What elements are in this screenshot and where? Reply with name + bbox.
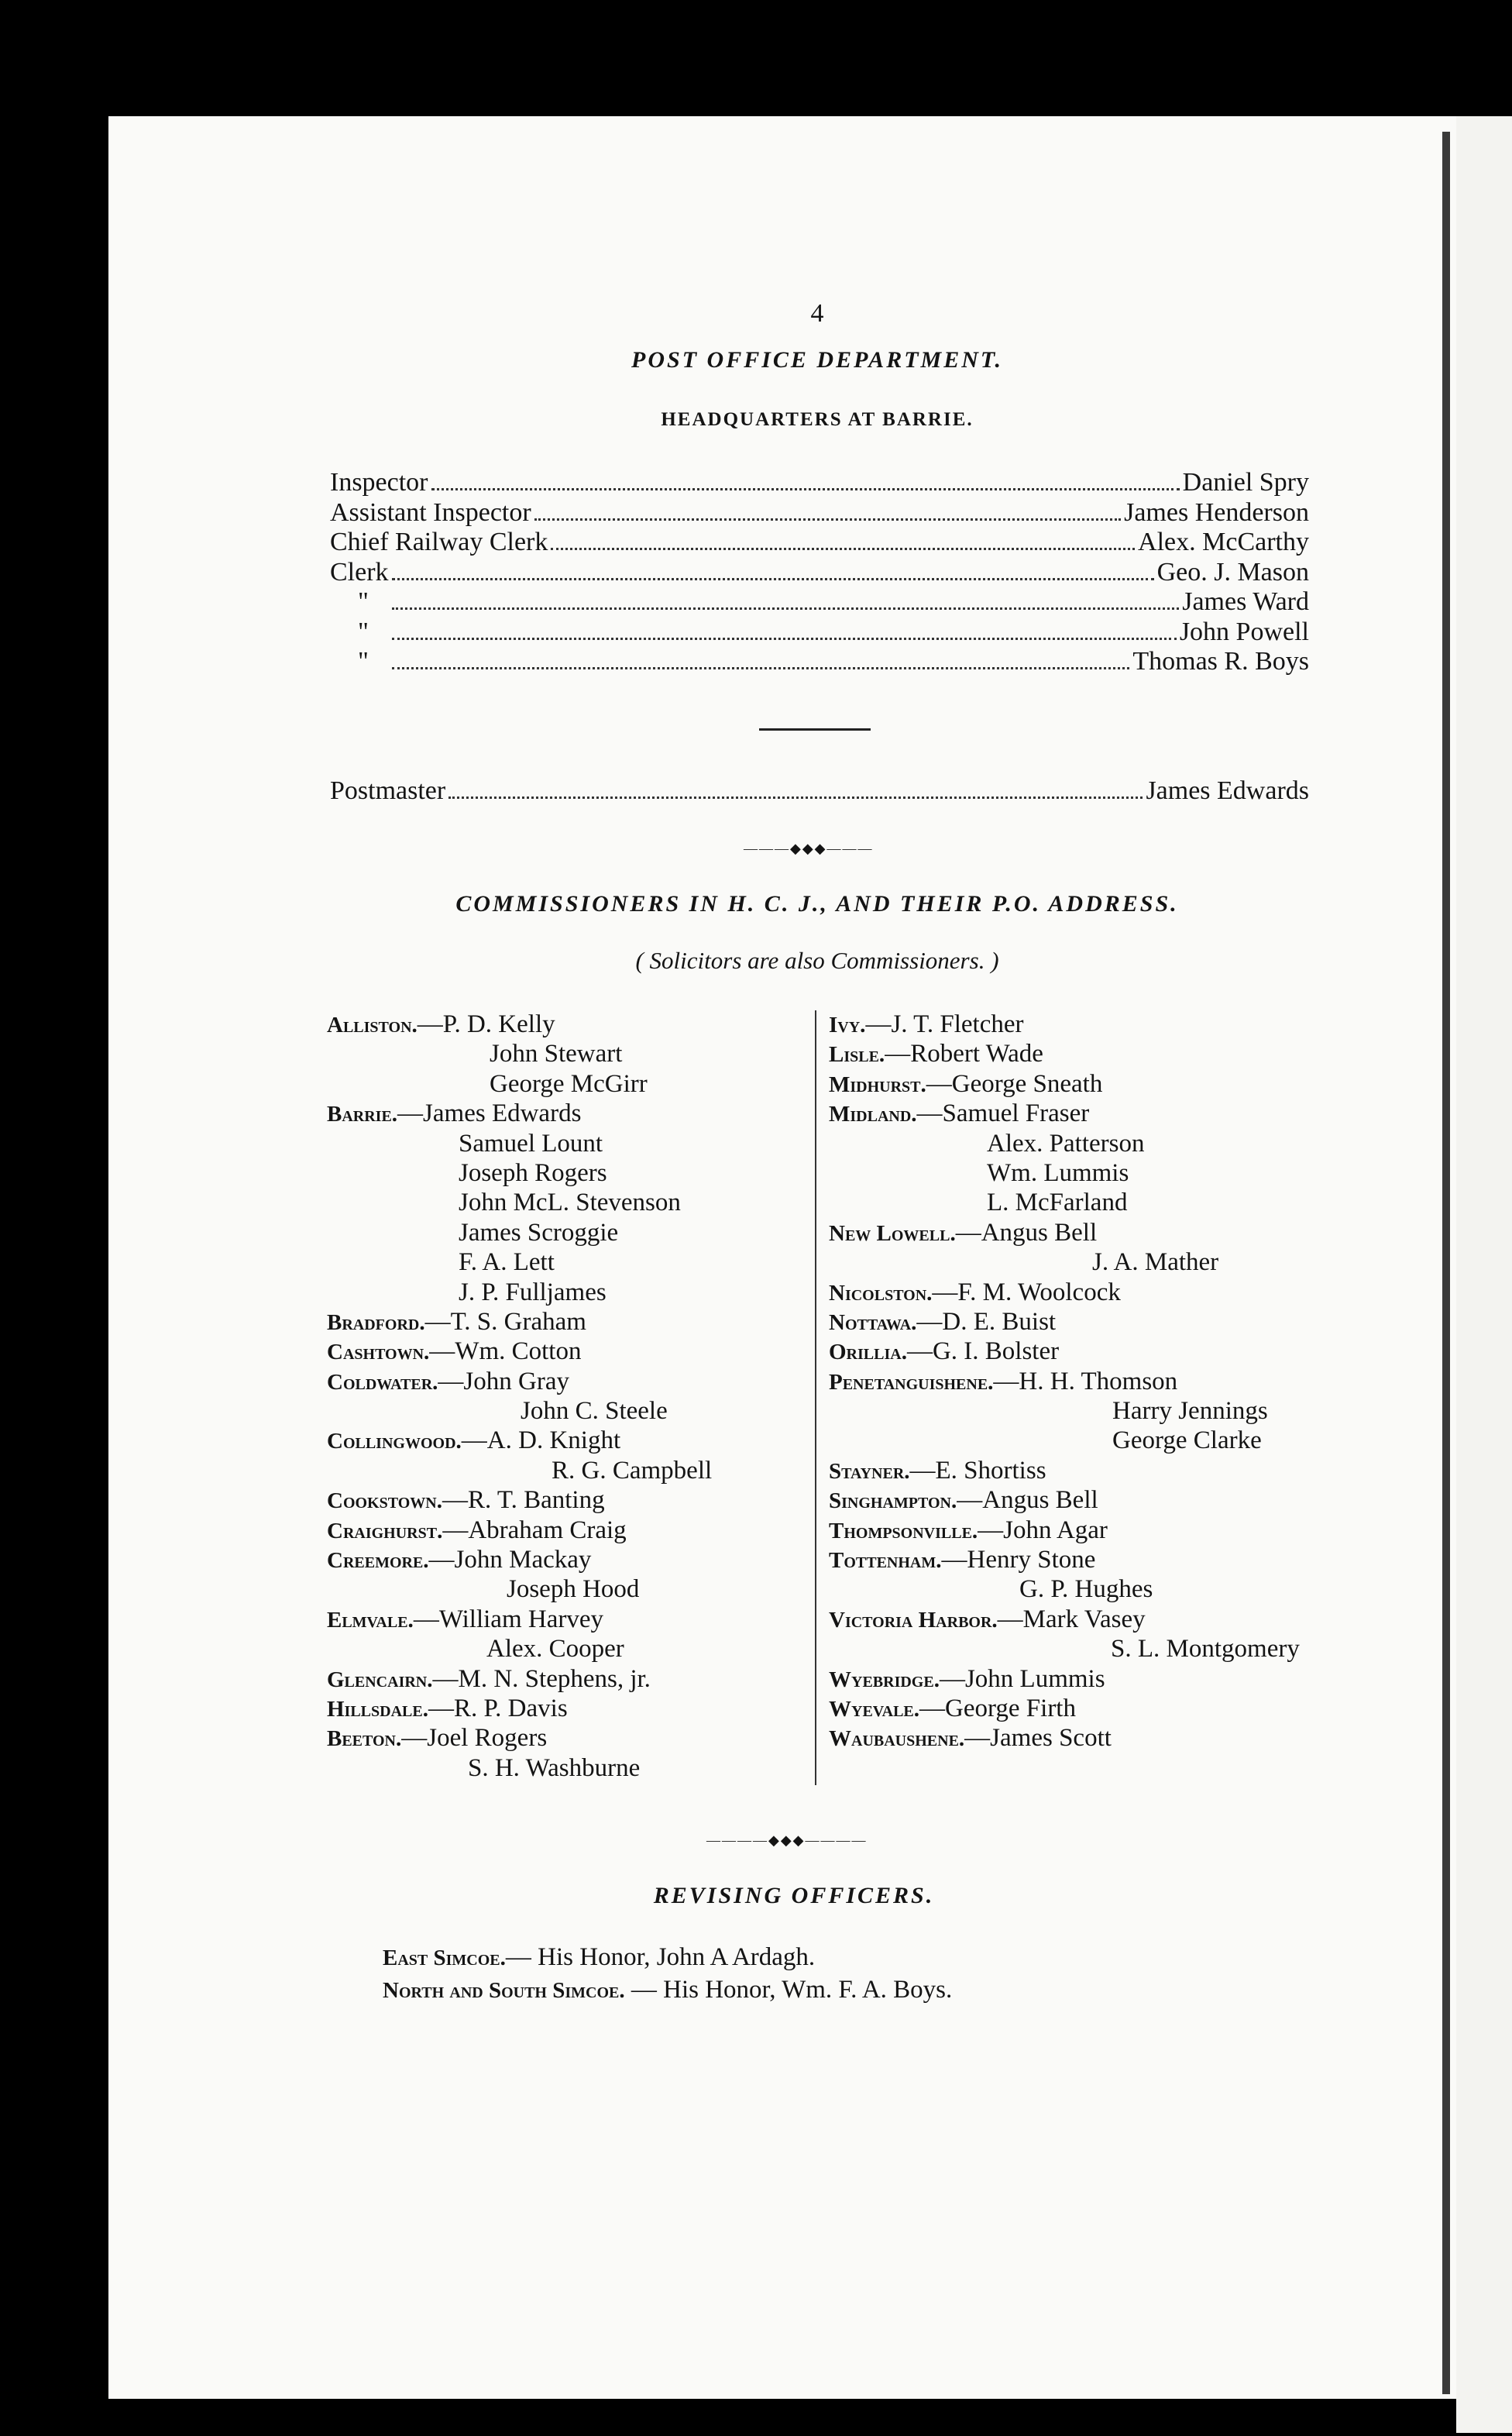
staff-name: Thomas R. Boys: [1132, 647, 1309, 676]
commissioner-name: Samuel Lount: [459, 1129, 603, 1158]
staff-role: ": [358, 617, 369, 646]
commissioner-place: Nicolston.: [829, 1280, 933, 1306]
commissioner-entry: Alliston.—P. D. Kelly: [327, 1010, 555, 1038]
commissioner-name: D. E. Buist: [942, 1307, 1057, 1336]
commissioner-place: Penetanguishene.: [829, 1369, 994, 1395]
commissioners-left-column: [327, 1010, 815, 1784]
staff-role: Inspector: [330, 468, 428, 497]
commissioner-name: Alex. Cooper: [486, 1635, 624, 1664]
commissioner-place: Collingwood.: [327, 1429, 462, 1454]
commissioner-name: Robert Wade: [910, 1040, 1043, 1068]
commissioner-place: Victoria Harbor.: [829, 1607, 998, 1633]
commissioner-name: J. A. Mather: [1092, 1248, 1219, 1277]
commissioner-name: Harry Jennings: [1112, 1397, 1268, 1426]
commissioner-name: R. P. Davis: [453, 1694, 568, 1722]
revising-title: REVISING OFFICERS.: [653, 1883, 935, 1908]
commissioner-entry: Ivy.—J. T. Fletcher: [829, 1010, 1024, 1038]
commissioner-name: J. T. Fletcher: [891, 1010, 1024, 1038]
staff-name: James Ward: [1182, 587, 1309, 616]
revising-entry: North and South Simcoe. — His Honor, Wm. F. A. Boys.: [383, 1976, 953, 2004]
commissioner-name: John McL. Stevenson: [459, 1189, 681, 1217]
commissioner-name: Joseph Rogers: [459, 1158, 607, 1187]
revising-list: [383, 1943, 1390, 2008]
commissioner-entry: Tottenham.—Henry Stone: [829, 1546, 1096, 1574]
postmaster-role: Postmaster: [330, 776, 446, 805]
commissioner-place: Craighurst.: [327, 1518, 443, 1543]
commissioner-place: Glencairn.: [327, 1667, 433, 1692]
commissioner-name: John Stewart: [490, 1040, 623, 1068]
commissioner-name: L. McFarland: [987, 1189, 1128, 1217]
staff-row: [330, 618, 1309, 648]
commissioner-name: Wm. Lummis: [987, 1158, 1129, 1187]
commissioner-place: Creemore.: [327, 1548, 429, 1574]
commissioner-place: Ivy.: [829, 1013, 866, 1037]
commissioner-place: Coldwater.: [327, 1369, 438, 1395]
staff-role: Clerk: [330, 557, 389, 587]
commissioner-name: George McGirr: [490, 1069, 648, 1098]
commissioner-name: George Firth: [945, 1694, 1076, 1722]
commissioner-name: James Edwards: [423, 1099, 582, 1128]
commissioner-entry: Collingwood.—A. D. Knight: [327, 1426, 621, 1455]
commissioner-name: John Agar: [1003, 1516, 1108, 1544]
commissioner-entry: Nottawa.—D. E. Buist: [829, 1307, 1057, 1336]
commissioner-name: P. D. Kelly: [442, 1010, 555, 1038]
page-number: 4: [810, 299, 824, 328]
commissioner-place: Wyebridge.: [829, 1667, 940, 1692]
commissioner-name: Angus Bell: [981, 1218, 1098, 1247]
commissioner-place: Thompsonville.: [829, 1518, 978, 1543]
commissioners-right-column: [829, 1010, 1325, 1754]
commissioner-name: E. Shortiss: [935, 1456, 1046, 1485]
commissioner-name: R. G. Campbell: [552, 1456, 713, 1485]
commissioner-entry: Beeton.—Joel Rogers: [327, 1724, 548, 1753]
commissioner-place: Wyevale.: [829, 1696, 920, 1722]
revising-place: North and South Simcoe.: [383, 1978, 625, 2003]
revising-place: East Simcoe.: [383, 1946, 506, 1970]
commissioner-entry: Victoria Harbor.—Mark Vasey: [829, 1605, 1146, 1633]
commissioner-place: Orillia.: [829, 1340, 907, 1365]
commissioner-entry: New Lowell.—Angus Bell: [829, 1218, 1098, 1247]
commissioner-entry: Penetanguishene.—H. H. Thomson: [829, 1367, 1178, 1395]
staff-name: James Henderson: [1124, 497, 1309, 527]
staff-role: ": [358, 647, 369, 676]
ornament-divider-2: ————◆◆◆————: [706, 1832, 868, 1848]
commissioner-place: Alliston.: [327, 1013, 418, 1037]
commissioners-title: COMMISSIONERS IN H. C. J., AND THEIR P.O. ADDRESS.: [455, 891, 1179, 917]
commissioner-entry: Elmvale.—William Harvey: [327, 1605, 603, 1633]
commissioner-name: J. P. Fulljames: [459, 1278, 607, 1306]
commissioner-entry: Creemore.—John Mackay: [327, 1546, 592, 1574]
postmaster-name: James Edwards: [1146, 776, 1309, 805]
commissioner-place: Elmvale.: [327, 1607, 414, 1633]
staff-role: ": [358, 587, 369, 616]
commissioners-note: ( Solicitors are also Commissioners. ): [635, 947, 999, 974]
staff-name: John Powell: [1179, 617, 1309, 646]
staff-row: [330, 647, 1309, 677]
commissioner-entry: Nicolston.—F. M. Woolcock: [829, 1278, 1121, 1306]
staff-row: [330, 528, 1309, 558]
commissioner-entry: Hillsdale.—R. P. Davis: [327, 1694, 568, 1722]
commissioner-entry: Cashtown.—Wm. Cotton: [327, 1337, 582, 1366]
commissioner-name: George Clarke: [1112, 1426, 1262, 1455]
postmaster-row: [330, 776, 1309, 807]
commissioner-entry: Coldwater.—John Gray: [327, 1367, 569, 1395]
commissioner-place: Nottawa.: [829, 1309, 917, 1335]
commissioner-entry: Waubaushene.—James Scott: [829, 1724, 1112, 1753]
commissioner-entry: Singhampton.—Angus Bell: [829, 1486, 1098, 1515]
commissioner-name: Joel Rogers: [427, 1724, 548, 1753]
commissioner-entry: Barrie.—James Edwards: [327, 1099, 582, 1128]
revising-name: His Honor, John A Ardagh.: [538, 1943, 816, 1971]
commissioner-entry: Cookstown.—R. T. Banting: [327, 1486, 605, 1515]
section-rule: [759, 728, 871, 731]
commissioner-entry: Orillia.—G. I. Bolster: [829, 1337, 1060, 1366]
staff-row: [330, 498, 1309, 528]
commissioner-name: Angus Bell: [982, 1486, 1098, 1515]
commissioner-entry: Wyevale.—George Firth: [829, 1694, 1076, 1722]
commissioner-entry: Glencairn.—M. N. Stephens, jr.: [327, 1664, 651, 1693]
commissioner-place: New Lowell.: [829, 1220, 956, 1246]
commissioner-entry: Midland.—Samuel Fraser: [829, 1099, 1090, 1128]
commissioner-place: Hillsdale.: [327, 1696, 428, 1722]
commissioner-place: Cookstown.: [327, 1488, 442, 1514]
commissioner-name: F. M. Woolcock: [957, 1278, 1121, 1306]
commissioner-place: Midland.: [829, 1102, 917, 1127]
ornament-divider: ———◆◆◆———: [744, 841, 874, 856]
post-office-title: POST OFFICE DEPARTMENT.: [631, 347, 1003, 373]
commissioner-name: G. P. Hughes: [1019, 1575, 1153, 1604]
commissioner-entry: Wyebridge.—John Lummis: [829, 1664, 1105, 1693]
commissioner-name: M. N. Stephens, jr.: [458, 1664, 651, 1693]
commissioner-entry: Thompsonville.—John Agar: [829, 1516, 1108, 1544]
commissioner-name: George Sneath: [951, 1069, 1103, 1098]
commissioner-place: Bradford.: [327, 1309, 425, 1335]
commissioner-entry: Bradford.—T. S. Graham: [327, 1307, 586, 1336]
staff-name: Daniel Spry: [1182, 468, 1309, 497]
commissioner-entry: Lisle.—Robert Wade: [829, 1040, 1043, 1068]
commissioner-name: William Harvey: [438, 1605, 603, 1633]
commissioner-place: Beeton.: [327, 1726, 402, 1752]
commissioner-name: James Scott: [990, 1724, 1112, 1753]
commissioner-place: Lisle.: [829, 1042, 885, 1068]
commissioner-name: Samuel Fraser: [942, 1099, 1090, 1128]
commissioner-place: Singhampton.: [829, 1488, 957, 1514]
commissioner-place: Tottenham.: [829, 1548, 942, 1574]
commissioner-place: Cashtown.: [327, 1340, 430, 1365]
commissioner-name: John Gray: [463, 1367, 569, 1395]
staff-row: [330, 587, 1309, 618]
commissioner-name: H. H. Thomson: [1019, 1367, 1178, 1395]
column-divider: [815, 1010, 816, 1785]
commissioner-name: Mark Vasey: [1022, 1605, 1146, 1633]
revising-name: His Honor, Wm. F. A. Boys.: [663, 1976, 953, 2004]
headquarters-subtitle: HEADQUARTERS AT BARRIE.: [661, 409, 974, 430]
staff-role: Assistant Inspector: [330, 497, 531, 527]
commissioner-name: Alex. Patterson: [987, 1129, 1145, 1158]
staff-row: [330, 558, 1309, 588]
commissioner-name: John C. Steele: [521, 1397, 668, 1426]
commissioner-name: S. H. Washburne: [468, 1753, 641, 1782]
commissioner-name: James Scroggie: [459, 1218, 619, 1247]
commissioner-place: Waubaushene.: [829, 1726, 965, 1752]
staff-name: Alex. McCarthy: [1138, 528, 1309, 556]
staff-name: Geo. J. Mason: [1156, 557, 1309, 587]
commissioner-name: John Mackay: [454, 1546, 592, 1574]
commissioner-name: S. L. Montgomery: [1111, 1635, 1300, 1664]
commissioner-entry: Craighurst.—Abraham Craig: [327, 1516, 627, 1544]
commissioner-place: Barrie.: [327, 1102, 398, 1127]
commissioner-name: Wm. Cotton: [455, 1337, 582, 1366]
commissioner-name: Joseph Hood: [507, 1575, 640, 1604]
commissioner-name: Abraham Craig: [468, 1516, 627, 1544]
staff-list: [330, 468, 1309, 677]
commissioner-entry: Midhurst.—George Sneath: [829, 1069, 1103, 1098]
commissioner-name: A. D. Knight: [486, 1426, 621, 1455]
commissioner-name: F. A. Lett: [459, 1248, 555, 1277]
commissioner-name: G. I. Bolster: [932, 1337, 1060, 1366]
commissioner-name: R. T. Banting: [467, 1486, 605, 1515]
revising-entry: East Simcoe.— His Honor, John A Ardagh.: [383, 1943, 816, 1971]
commissioner-name: John Lummis: [964, 1664, 1105, 1693]
commissioner-place: Stayner.: [829, 1458, 910, 1484]
staff-row: [330, 468, 1309, 498]
commissioner-entry: Stayner.—E. Shortiss: [829, 1456, 1046, 1485]
staff-role: Chief Railway Clerk: [330, 528, 548, 556]
commissioner-name: Henry Stone: [967, 1546, 1096, 1574]
commissioner-place: Midhurst.: [829, 1072, 926, 1097]
commissioner-name: T. S. Graham: [450, 1307, 586, 1336]
